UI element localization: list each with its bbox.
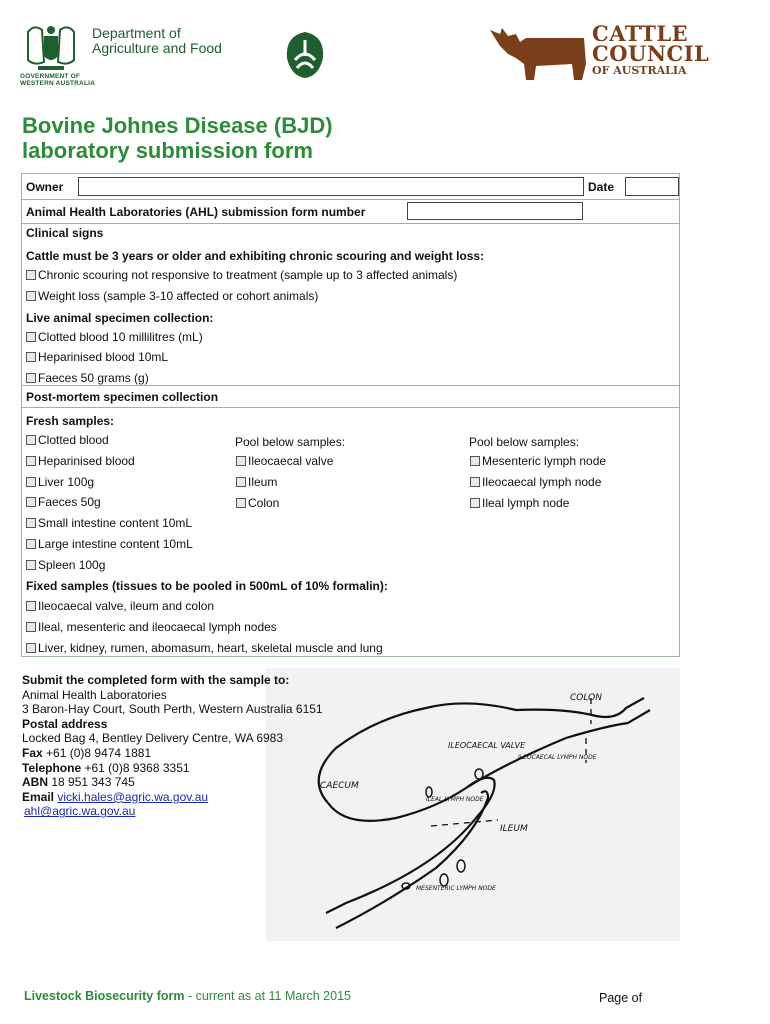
address-line1: Animal Health Laboratories [22,687,167,702]
checkbox[interactable] [470,498,480,508]
email-line-2 [22,804,323,819]
checkbox-label: Ileal, mesenteric and ileocaecal lymph nodes [38,620,277,634]
checkbox-row[interactable] [470,475,601,489]
checkbox[interactable] [26,518,36,528]
telephone-label: Telephone [22,760,82,775]
checkbox[interactable] [26,497,36,507]
postal-address: Locked Bag 4, Bentley Delivery Centre, WA 6983 [22,731,284,746]
checkbox-label: Colon [248,496,280,510]
checkbox-label: Clotted blood 10 millilitres (mL) [38,330,203,344]
checkbox[interactable] [26,270,36,280]
mesenteric-label: MESENTERIC LYMPH NODE [416,885,496,892]
email-link-vicki[interactable]: vicki.hales@agric.wa.gov.au [57,789,209,804]
fax-number: +61 (0)8 9474 1881 [46,745,152,760]
abn-number: 18 951 343 745 [51,775,135,790]
owner-label: Owner [26,180,64,194]
checkbox-row[interactable] [26,350,168,364]
dept-line2: Agriculture and Food [92,40,222,56]
submission-address [22,673,323,819]
abn-label: ABN [22,775,48,790]
fixed-samples-heading: Fixed samples (tissues to be pooled in 500mL of 10% formalin): [26,579,388,593]
checkbox[interactable] [26,601,36,611]
checkbox-row[interactable] [26,289,318,303]
checkbox-row[interactable] [470,496,569,510]
checkbox-row[interactable] [26,516,192,530]
checkbox[interactable] [470,477,480,487]
checkbox-row[interactable] [236,454,333,468]
checkbox[interactable] [236,477,246,487]
checkbox[interactable] [26,291,36,301]
checkbox-label: Weight loss (sample 3-10 affected or cohort animals) [38,289,319,303]
email-link-ahl[interactable]: ahl@agric.wa.gov.au [24,804,136,819]
title-line2: laboratory submission form [22,138,313,163]
ahl-form-number-field[interactable] [407,202,583,220]
checkbox[interactable] [26,560,36,570]
address-line2: 3 Baron-Hay Court, South Perth, Western Australia 6151 [22,702,323,717]
ahl-form-number-label: Animal Health Laboratories (AHL) submission form number [26,205,366,219]
department-name [92,26,222,56]
ileocaecal-valve-label: ILEOCAECAL VALVE [448,741,526,750]
government-of-wa-text [20,73,95,87]
checkbox[interactable] [26,456,36,466]
checkbox-label: Chronic scouring not responsive to treatment (sample up to 3 affected animals) [38,268,458,282]
submission-form [21,173,680,657]
checkbox[interactable] [26,373,36,383]
checkbox[interactable] [26,352,36,362]
checkbox-row[interactable] [26,371,149,385]
checkbox-label: Ileocaecal lymph node [482,475,602,489]
checkbox-label: Small intestine content 10mL [38,516,193,530]
clinical-signs-heading: Clinical signs [26,226,104,240]
checkbox-label: Ileocaecal valve [248,454,334,468]
checkbox-row[interactable] [26,537,193,551]
divider [22,199,679,200]
telephone-number: +61 (0)8 9368 3351 [84,760,190,775]
govt-line1: GOVERNMENT OF [20,73,81,80]
checkbox[interactable] [26,477,36,487]
checkbox-label: Faeces 50g [38,495,101,509]
live-specimen-heading: Live animal specimen collection: [26,311,214,325]
pool-label: Pool below samples: [235,435,346,449]
page-title [22,113,333,163]
email-line [22,790,323,805]
checkbox[interactable] [236,498,246,508]
checkbox-label: Ileocaecal valve, ileum and colon [38,599,215,613]
abn-line [22,775,323,790]
checkbox-label: Faeces 50 grams (g) [38,371,149,385]
checkbox-label: Spleen 100g [38,558,106,572]
checkbox[interactable] [26,622,36,632]
checkbox-row[interactable] [26,599,214,613]
checkbox-row[interactable] [26,268,457,282]
ileum-label: ILEUM [500,824,528,834]
checkbox-label: Large intestine content 10mL [38,537,193,551]
checkbox-label: Heparinised blood 10mL [38,350,169,364]
clinical-criteria: Cattle must be 3 years or older and exhibiting chronic scouring and weight loss: [26,249,485,263]
checkbox-row[interactable] [26,558,105,572]
telephone-line [22,761,323,776]
checkbox[interactable] [26,539,36,549]
divider [22,407,679,408]
page-number: Page of [599,991,643,1005]
fresh-samples-heading: Fresh samples: [26,414,115,428]
checkbox-row[interactable] [26,330,203,344]
cattle-council-cow-logo [486,24,591,82]
email-label: Email [22,789,55,804]
footer-form-info [24,989,351,1003]
checkbox-label: Liver, kidney, rumen, abomasum, heart, skeletal muscle and lung [38,641,383,655]
checkbox-label: Ileum [248,475,278,489]
checkbox[interactable] [26,643,36,653]
cattle-line3: OF AUSTRALIA [592,64,687,77]
ileocaecal-lymph-label: ILEOCAECAL LYMPH NODE [518,754,597,761]
colon-label: COLON [570,693,602,703]
intestine-diagram [266,668,680,941]
date-label: Date [588,180,615,194]
checkbox[interactable] [236,456,246,466]
checkbox-label: Clotted blood [38,433,109,447]
checkbox-row[interactable] [26,495,101,509]
checkbox[interactable] [26,435,36,445]
fax-label: Fax [22,745,43,760]
dept-line1: Department of [92,25,181,41]
checkbox-row[interactable] [26,620,277,634]
divider [22,223,679,224]
agriculture-emblem-icon [283,30,327,80]
cattle-council-wordmark [592,21,710,78]
checkbox-label: Ileal lymph node [482,496,570,510]
cattle-line1: CATTLE [592,21,689,46]
postal-label: Postal address [22,716,108,731]
address-heading: Submit the completed form with the sample to: [22,673,290,687]
checkbox-row[interactable] [236,475,277,489]
checkbox-row[interactable] [26,433,109,447]
wa-crest-logo [20,22,82,74]
govt-line2: WESTERN AUSTRALIA [20,80,96,87]
checkbox-row[interactable] [26,454,135,468]
postmortem-heading: Post-mortem specimen collection [26,390,219,404]
caecum-label: CAECUM [320,781,359,791]
checkbox-row[interactable] [236,496,279,510]
owner-field[interactable] [78,177,584,196]
footer-current-date: - current as at 11 March 2015 [184,989,351,1003]
checkbox-label: Liver 100g [38,475,95,489]
checkbox[interactable] [26,332,36,342]
title-line1: Bovine Johnes Disease (BJD) [22,113,333,138]
ileal-lymph-label: ILEAL LYMPH NODE [426,796,484,803]
checkbox-row[interactable] [470,454,606,468]
checkbox-row[interactable] [26,641,383,655]
checkbox-label: Mesenteric lymph node [482,454,607,468]
date-field[interactable] [625,177,679,196]
fax-line [22,746,323,761]
footer-form-name: Livestock Biosecurity form [24,989,185,1003]
checkbox-row[interactable] [26,475,94,489]
divider [22,385,679,386]
checkbox-label: Heparinised blood [38,454,135,468]
checkbox[interactable] [470,456,480,466]
pool-label: Pool below samples: [469,435,580,449]
cattle-line2: COUNCIL [592,41,710,66]
